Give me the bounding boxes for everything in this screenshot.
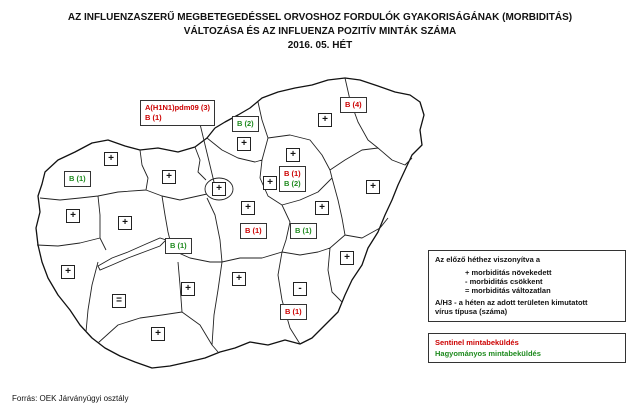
legend-note-line-1: A/H3 - a héten az adott területen kimutatott [435,298,588,307]
morbidity-marker: + [241,201,255,215]
morbidity-marker: = [112,294,126,308]
virus-label [279,166,306,192]
morbidity-marker: + [318,113,332,127]
country-border [36,78,424,368]
virus-label [232,116,259,132]
morbidity-marker: + [286,148,300,162]
virus-label-line: B (1) [69,174,86,183]
legend-heading: Az előző héthez viszonyítva a [435,255,541,264]
virus-label-line: B (1) [170,241,187,250]
virus-label-line: B (1) [245,226,262,235]
virus-label-line: B (2) [284,179,301,188]
morbidity-marker: + [340,251,354,265]
morbidity-marker: - [293,282,307,296]
legend-traditional: Hagyományos mintabeküldés [435,349,541,358]
morbidity-marker: + [315,201,329,215]
virus-label-line: B (2) [237,119,254,128]
sample-type-legend [428,333,626,363]
morbidity-marker: + [61,265,75,279]
morbidity-marker: + [118,216,132,230]
morbidity-marker: + [232,272,246,286]
virus-label-line: B (4) [345,100,362,109]
virus-label [280,304,307,320]
map-title-line-1: AZ INFLUENZASZERŰ MEGBETEGEDÉSSEL ORVOSHOZ FORDULÓK GYAKORISÁGÁNAK (MORBIDITÁS) [67,12,573,23]
map-title-week: 2016. 05. HÉT [287,40,353,51]
legend-item-unchanged: = morbiditás változatlan [465,286,551,295]
source-note: Forrás: OEK Járványügyi osztály [12,394,129,403]
morbidity-marker: + [181,282,195,296]
virus-label [290,223,317,239]
legend-item-decrease: - morbiditás csökkent [465,277,543,286]
virus-label [340,97,367,113]
morbidity-marker: + [237,137,251,151]
morbidity-marker: + [66,209,80,223]
morbidity-marker: + [162,170,176,184]
morbidity-marker: + [104,152,118,166]
legend-note-line-2: vírus típusa (száma) [435,307,508,316]
morbidity-marker: + [263,176,277,190]
map-title-line-2: VÁLTOZÁSA ÉS AZ INFLUENZA POZITÍV MINTÁK SZÁMA [183,26,457,37]
budapest-morbidity-marker: + [212,182,226,196]
virus-label-line: B (1) [285,307,302,316]
morbidity-marker: + [366,180,380,194]
budapest-virus-callout [140,100,215,126]
virus-label [240,223,267,239]
morbidity-marker: + [151,327,165,341]
virus-label [64,171,91,187]
virus-label-line: B (1) [145,113,162,122]
virus-label-line: A(H1N1)pdm09 (3) [145,103,211,112]
virus-label [165,238,192,254]
legend-item-increase: + morbiditás növekedett [465,268,552,277]
morbidity-legend [428,250,626,322]
virus-label-line: B (1) [295,226,312,235]
virus-label-line: B (1) [284,169,301,178]
legend-sentinel: Sentinel mintabeküldés [435,338,519,347]
